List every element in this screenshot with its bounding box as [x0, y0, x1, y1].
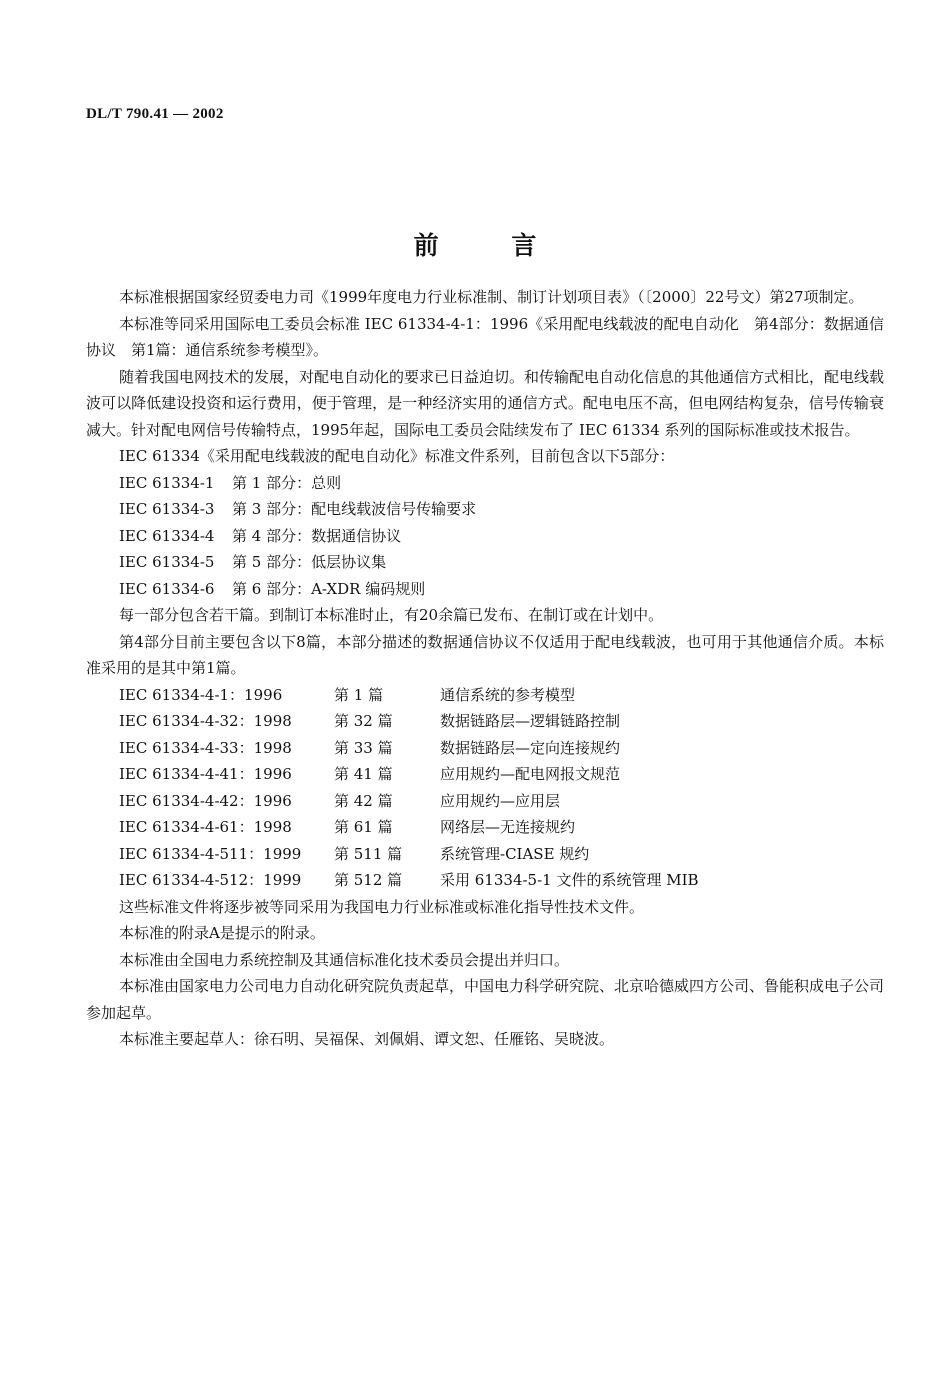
subpart-number: 第 511 篇: [334, 844, 403, 863]
subpart-title: 应用规约—应用层: [440, 791, 561, 810]
table-row: [86, 682, 884, 709]
paragraph: 本标准主要起草人：徐石明、吴福保、刘佩娟、谭文恕、任雁铭、吴晓波。: [119, 1030, 615, 1048]
subpart-number: 第 41 篇: [334, 765, 393, 783]
foreword-body: [86, 284, 884, 1053]
subpart-number: 第 42 篇: [334, 791, 393, 810]
paragraph: 随着我国电网技术的发展，对配电自动化的要求已日益迫切。和传输配电自动化信息的其他通信方式相比，配电线载波可以降低建设投资和运行费用，便于管理，是一种经济实用的通信方式。配电电压不高，但电网结构复杂，信号传输衰减大。针对配电网信号传输特点，1995年起，国际电工委员会陆续发布了 IEC 61334 系列的国际标准或技术报告。: [86, 367, 885, 439]
subpart-title: 通信系统的参考模型: [440, 685, 576, 704]
subpart-title: 数据链路层—逻辑链路控制: [440, 712, 621, 730]
subpart-number: 第 1 篇: [334, 685, 384, 704]
subpart-title: 系统管理-CIASE 规约: [440, 844, 590, 863]
table-row: [86, 735, 884, 762]
paragraph: 每一部分包含若干篇。到制订本标准时止，有20余篇已发布、在制订或在计划中。: [119, 606, 664, 624]
subpart-id: IEC 61334-4-61：1998: [119, 818, 292, 836]
table-row: [86, 788, 884, 815]
table-row: [86, 814, 884, 841]
paragraph: 这些标准文件将逐步被等同采用为我国电力行业标准或标准化指导性技术文件。: [119, 897, 645, 916]
subpart-id: IEC 61334-4-41：1996: [119, 765, 292, 783]
list-item: [119, 470, 884, 497]
subpart-id: IEC 61334-4-1：1996: [119, 685, 283, 704]
subpart-number: 第 61 篇: [334, 818, 393, 836]
list-item: [119, 496, 884, 523]
table-row: [86, 867, 884, 894]
subpart-id: IEC 61334-4-33：1998: [119, 738, 292, 757]
subpart-id: IEC 61334-4-42：1996: [119, 791, 292, 810]
part-id: IEC 61334-6: [119, 579, 215, 598]
subpart-id: IEC 61334-4-512：1999: [119, 871, 302, 889]
table-row: [86, 761, 884, 788]
part-desc: 第 3 部分：配电线载波信号传输要求: [232, 500, 477, 518]
subpart-number: 第 32 篇: [334, 712, 393, 730]
subpart-title: 数据链路层—定向连接规约: [440, 738, 621, 757]
subpart-number: 第 512 篇: [334, 871, 403, 889]
part-desc: 第 1 部分：总则: [232, 473, 342, 492]
subpart-title: 网络层—无连接规约: [440, 818, 576, 836]
paragraph: 本标准的附录A是提示的附录。: [119, 924, 325, 942]
subparts-table: [86, 682, 884, 894]
part-desc: 第 5 部分：低层协议集: [232, 553, 387, 571]
subpart-number: 第 33 篇: [334, 738, 393, 757]
paragraph: 第4部分目前主要包含以下8篇，本部分描述的数据通信协议不仅适用于配电线载波，也可用于其他通信介质。本标准采用的是其中第1篇。: [86, 632, 884, 677]
paragraph: 本标准由国家电力公司电力自动化研究院负责起草，中国电力科学研究院、北京哈德威四方公司、鲁能积成电子公司参加起草。: [86, 977, 885, 1022]
part-desc: 第 6 部分：A-XDR 编码规则: [232, 579, 426, 598]
part-desc: 第 4 部分：数据通信协议: [232, 526, 402, 545]
list-item: [119, 549, 884, 576]
table-row: [86, 708, 884, 735]
page-title: 前 言: [413, 231, 537, 260]
paragraph: 本标准由全国电力系统控制及其通信标准化技术委员会提出并归口。: [119, 950, 570, 969]
list-item: [119, 523, 884, 550]
list-item: [119, 576, 884, 603]
subpart-title: 应用规约—配电网报文规范: [440, 765, 621, 783]
paragraph: IEC 61334《采用配电线载波的配电自动化》标准文件系列，目前包含以下5部分：: [119, 447, 675, 465]
subpart-id: IEC 61334-4-511：1999: [119, 844, 302, 863]
parts-list: [86, 470, 884, 603]
part-id: IEC 61334-3: [119, 500, 215, 518]
document-code: DL/T 790.41 — 2002: [86, 106, 224, 122]
subpart-id: IEC 61334-4-32：1998: [119, 712, 292, 730]
subpart-title: 采用 61334-5-1 文件的系统管理 MIB: [440, 871, 699, 889]
table-row: [86, 841, 884, 868]
paragraph: 本标准根据国家经贸委电力司《1999年度电力行业标准制、制订计划项目表》（〔2000〕22号文）第27项制定。: [119, 288, 864, 306]
part-id: IEC 61334-1: [119, 473, 215, 492]
part-id: IEC 61334-4: [119, 526, 215, 545]
paragraph: 本标准等同采用国际电工委员会标准 IEC 61334-4-1：1996《采用配电线载波的配电自动化 第4部分：数据通信协议 第1篇：通信系统参考模型》。: [86, 314, 884, 359]
part-id: IEC 61334-5: [119, 553, 215, 571]
